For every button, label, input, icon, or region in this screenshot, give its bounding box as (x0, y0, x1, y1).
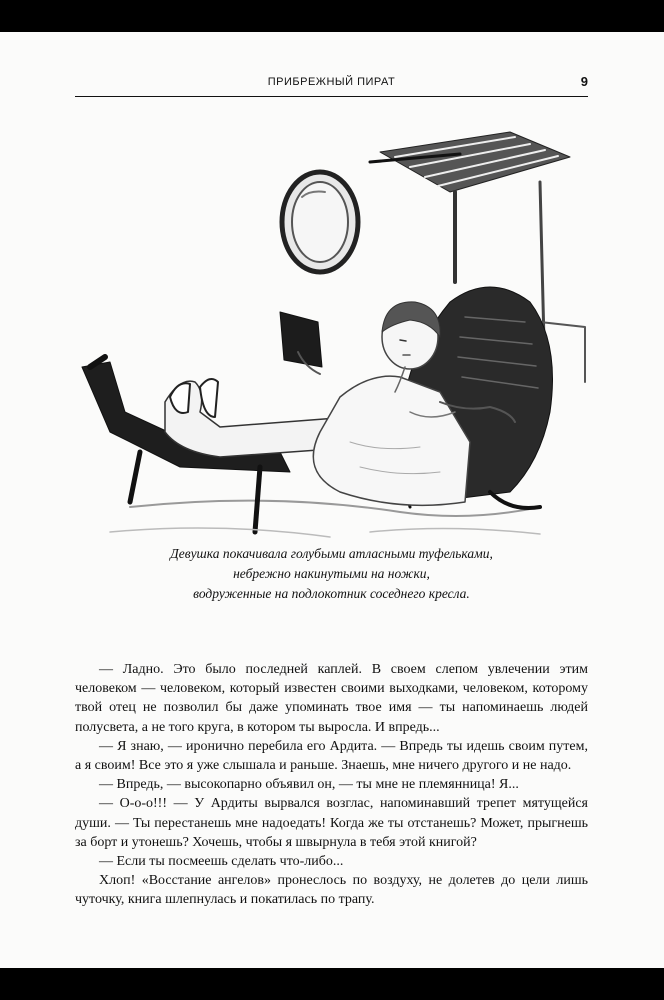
running-head (75, 76, 588, 97)
caption-line: небрежно накинутыми на ножки, (233, 566, 430, 581)
paragraph: — Я знаю, — иронично перебила его Ардита. — Впредь ты идешь своим путем, а я своим! Все это я уже слышала и раньше. Знаешь, мне ничего другого и не надо. (75, 738, 588, 774)
body-text (75, 660, 588, 910)
paragraph: — Впредь, — высокопарно объявил он, — ты мне не племянница! Я... (99, 777, 519, 793)
paragraph: — Если ты посмеешь сделать что-либо... (99, 854, 344, 870)
caption-line: Девушка покачивала голубыми атласными туфельками, (170, 546, 493, 561)
book-page (0, 32, 664, 968)
paragraph: Хлоп! «Восстание ангелов» пронеслось по воздуху, не долетев до цели лишь чуточку, книга шлепнулась и покатилась по трапу. (75, 873, 588, 908)
page-number: 9 (580, 74, 588, 89)
running-title: ПРИБРЕЖНЫЙ ПИРАТ (267, 76, 396, 88)
illustration-girl-reading-on-deck (70, 112, 590, 542)
illustration-caption (75, 544, 588, 604)
paragraph: — О-о-о!!! — У Ардиты вырвался возглас, напоминавший трепет мятущейся души. — Ты перестанешь мне надоедать! Когда же ты отстанешь? Может, прыгнешь за борт и утонешь? Хочешь, чтобы я швырнула в тебя этой книгой? (75, 796, 588, 850)
porthole (282, 172, 358, 272)
paragraph: — Ладно. Это было последней каплей. В своем слепом увлечении этим человеком — человеком, который известен своими выходками, человеком, которому твой отец не позволил бы даже упоминать твое имя — ты напоминаешь людей полусвета, а не того круга, в котором ты выросла. И впредь... (75, 662, 588, 735)
caption-line: водруженные на подлокотник соседнего кресла. (193, 586, 470, 601)
